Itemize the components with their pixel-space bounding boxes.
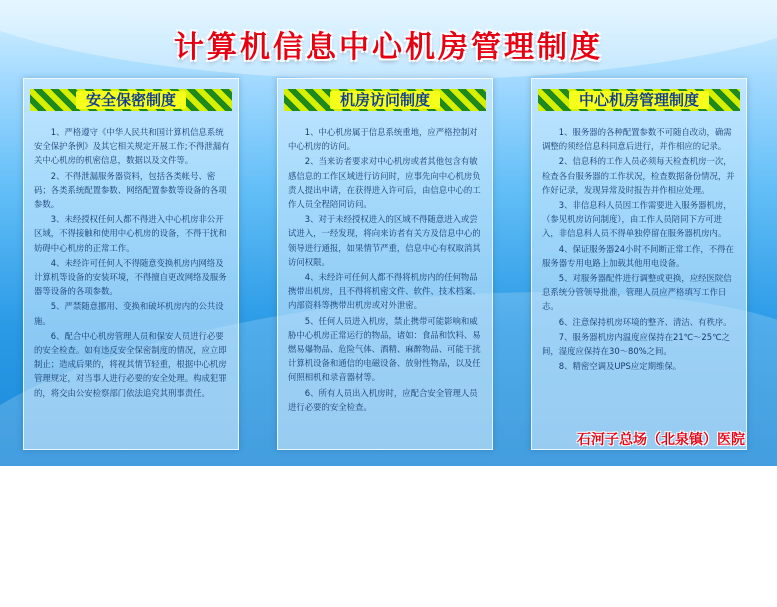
panel-heading: 中心机房管理制度 [569,91,709,109]
rule-item: 5、任何人员进入机房，禁止携带可能影响和威胁中心机房正常运行的物品，诸如：食品和饮料、易燃易爆物品、危险气体、酒精、麻醉物品、可能干扰计算机设备和通信的电磁设备、放射性物品，以及任何照相机和录音器材等。 [288,315,481,383]
rule-item: 4、未经许可任何人不得随意变换机房内网络及计算机等设备的安装环境，不得擅自更改网络及服务器等设备的各项参数。 [34,257,227,297]
rule-item: 1、严格遵守《中华人民共和国计算机信息系统安全保护条例》及其它相关规定开展工作;不得泄漏有关中心机房的机密信息，数据以及文件等。 [34,127,230,166]
rule-item: 8、精密空调及UPS应定期维保。 [558,361,682,372]
panel-body [542,125,738,374]
rule-item: 1、服务器的各种配置参数不可随自改动，确需调整的须经信息科同意后进行，并作相应的记录。 [542,127,732,152]
rule-item: 4、未经许可任何人都不得将机房内的任何物品携带出机房，且不得将机密文件、软件、技术档案、内部资料等携带出机房或对外泄密。 [288,272,481,311]
rule-item: 3、未经授权任何人都不得进入中心机房非公开区域，不得接触和使用中心机房的设备，不得干扰和妨碍中心机房的正常工作。 [34,214,227,253]
page-title: 计算机信息中心机房管理制度 [174,30,603,65]
rule-item: 6、配合中心机房管理人员和保安人员进行必要的安全检查。如有违反安全保密制度的情况，应立即制止；造成后果的，将视其情节轻重，根据中心机房管理规定，对当事人进行必要的安全处理。构成犯罪的，将交由公安检察部门依法追究其刑事责任。 [34,330,227,398]
rule-item: 5、对服务器配件进行调整或更换，应经医院信息系统分管领导批准，管理人员应严格填写工作日志。 [542,273,732,312]
rule-item: 1、中心机房属于信息系统重地，应严格控制对中心机房的访问。 [288,127,478,152]
rule-item: 2、信息科的工作人员必须每天检查机房一次，检查各台服务器的工作状况，检查数据备份情况，并作好记录，发现异常及时报告并作相应处理。 [542,156,735,195]
panel-heading-bar [538,89,740,111]
rule-item: 3、非信息科人员因工作需要进入服务器机房，（参见机房访问制度），由工作人员陪同下方可进入，非信息科人员不得单独停留在服务器机房内。 [542,200,732,239]
rule-item: 2、不得泄漏服务器资料，包括各类帐号、密码；各类系统配置参数、网络配置参数等设备的各项参数。 [34,170,227,210]
rule-item: 3、对于未经授权进入的区域不得随意进入或尝试进入，一经发现，将向来访者有关方及信息中心的领导进行通报，如果情节严重，信息中心有权取消其访问权限。 [288,214,481,267]
panel-access [277,78,493,450]
panel-heading: 机房访问制度 [330,91,440,109]
panel-body [288,125,484,415]
hospital-name: 石河子总场（北泉镇）医院 [577,432,745,448]
rule-item: 6、所有人员出入机房时，应配合安全管理人员进行必要的安全检查。 [288,387,478,412]
panel-heading-bar [284,89,486,111]
panel-management [531,78,747,450]
panel-heading-bar [30,89,232,111]
rule-item: 2、当来访者要求对中心机房或者其他包含有敏感信息的工作区域进行访问时，应事先向中心机房负责人提出申请，在获得进入许可后，由信息中心的工作人员全程陪同访问。 [288,156,481,210]
rule-item: 4、保证服务器24小时不间断正常工作，不得在服务器专用电路上加载其他用电设备。 [542,243,734,268]
rule-item: 5、严禁随意挪用、变换和破坏机房内的公共设施。 [34,301,224,326]
panel-security [23,78,239,450]
rule-item: 7、服务器机房内温度应保持在21℃～25℃之间，湿度应保持在30～80%之间。 [542,331,730,357]
panel-body [34,125,230,401]
rule-item: 6、注意保持机房环境的整齐、清洁、有秩序。 [558,316,732,327]
panel-heading: 安全保密制度 [76,91,186,109]
